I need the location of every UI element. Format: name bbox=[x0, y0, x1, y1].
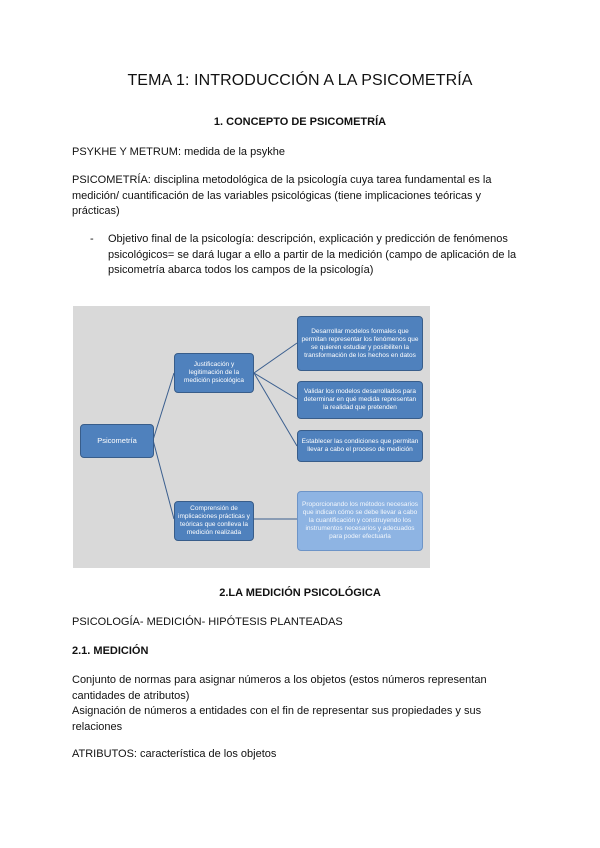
document-title: TEMA 1: INTRODUCCIÓN A LA PSICOMETRÍA bbox=[127, 72, 473, 89]
definition-line: Asignación de números a entidades con el fin de representar sus propiedades y sus bbox=[72, 705, 482, 717]
connector-top-leaf3 bbox=[254, 373, 297, 446]
bullet-line: psicometría abarca todos los campos de la psicología) bbox=[108, 264, 374, 276]
section-2-heading: 2.LA MEDICIÓN PSICOLÓGICA bbox=[219, 587, 381, 599]
definition-line: prácticas) bbox=[72, 205, 120, 217]
bullet-line: Objetivo final de la psicología: descripción, explicación y predicción de fenómenos bbox=[108, 233, 508, 245]
branch-node-justification: Justificación y legitimación de la medición psicológica bbox=[174, 353, 254, 393]
bullet-line: psicológicos= se dará lugar a ello a partir de la medición (campo de aplicación de la bbox=[108, 248, 517, 261]
medicion-definition bbox=[72, 673, 532, 735]
bullet-item bbox=[108, 232, 528, 279]
section-1-heading: 1. CONCEPTO DE PSICOMETRÍA bbox=[213, 116, 387, 128]
psicometria-diagram bbox=[73, 306, 430, 568]
psicometria-definition bbox=[72, 173, 532, 220]
connector-root-top bbox=[153, 373, 174, 440]
definition-line: PSICOMETRÍA: disciplina metodológica de la psicología cuya tarea fundamental es la bbox=[72, 174, 492, 186]
connector-top-leaf1 bbox=[254, 343, 297, 373]
leaf-node-conditions: Establecer las condiciones que permitan llevar a cabo el proceso de medición bbox=[297, 430, 423, 462]
leaf-node-validate: Validar los modelos desarrollados para determinar en qué medida representan la realidad que pretenden bbox=[297, 381, 423, 419]
connector-top-leaf2 bbox=[254, 373, 297, 399]
branch-node-implications: Comprensión de implicaciones prácticas y teóricas que conlleva la medición realizada bbox=[174, 501, 254, 541]
subsection-2-1-heading: 2.1. MEDICIÓN bbox=[72, 645, 149, 657]
definition-line: cantidades de atributos) bbox=[72, 689, 190, 702]
definition-line: medición/ cuantificación de las variables psicológicas (tiene implicaciones teóricas y bbox=[72, 189, 482, 202]
atributos-line: ATRIBUTOS: característica de los objetos bbox=[72, 748, 277, 760]
psicologia-line: PSICOLOGÍA- MEDICIÓN- HIPÓTESIS PLANTEADAS bbox=[72, 616, 343, 628]
psykhe-paragraph: PSYKHE Y METRUM: medida de la psykhe bbox=[72, 146, 285, 158]
definition-line: Conjunto de normas para asignar números a los objetos (estos números representan bbox=[72, 674, 487, 686]
leaf-node-models: Desarrollar modelos formales que permitan representar los fenómenos que se quieren estudiar y posibiliten la transformación de los hechos en datos bbox=[297, 316, 423, 371]
root-node: Psicometría bbox=[80, 424, 154, 458]
connector-root-bottom bbox=[153, 440, 174, 519]
leaf-node-methods: Proporcionando los métodos necesarios que indican cómo se debe llevar a cabo la cuantificación y construyendo los instrumentos necesarios y adecuados para poder efectuarla bbox=[297, 491, 423, 551]
definition-line: relaciones bbox=[72, 720, 123, 733]
bullet-dash: - bbox=[90, 233, 94, 245]
